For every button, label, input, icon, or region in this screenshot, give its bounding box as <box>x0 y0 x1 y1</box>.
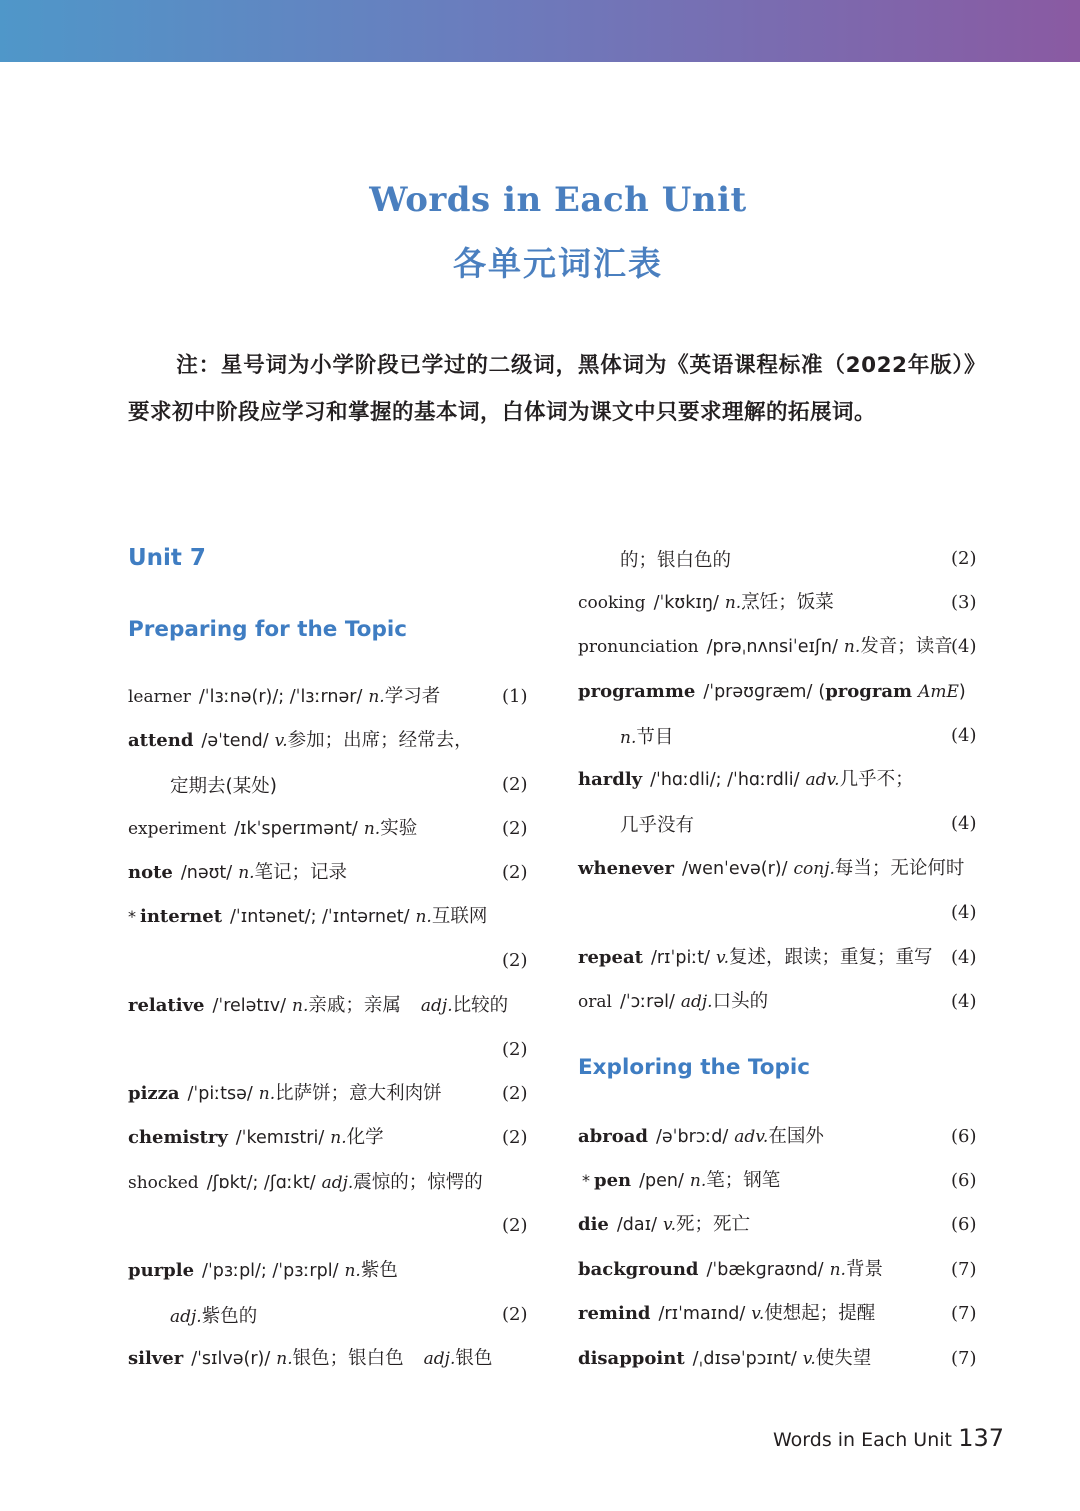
entry-page-ref: (2) <box>502 1304 528 1325</box>
entry-definition: 背景 <box>845 1259 883 1280</box>
entry-pos: adj. <box>321 1173 354 1193</box>
entry-phonetic: /ˈkemɪstri/ <box>235 1128 325 1148</box>
entry-phonetic: /ɪkˈsperɪmənt/ <box>234 819 358 839</box>
entry-word: pizza <box>128 1083 180 1104</box>
entry-page-ref: (3) <box>951 592 977 613</box>
entry-die <box>578 1212 750 1237</box>
entry-pos: n. <box>829 1260 846 1280</box>
entry-word: repeat <box>578 947 643 968</box>
entry-word: relative <box>128 995 205 1016</box>
entry-page-ref: (2) <box>502 862 528 883</box>
unit-heading: Unit 7 <box>128 545 206 571</box>
entry-definition: 发音；读音 <box>860 636 953 657</box>
section-heading-exploring: Exploring the Topic <box>578 1055 810 1080</box>
entry-phonetic: /ˈrelətɪv/ <box>212 996 287 1016</box>
entry-word: whenever <box>578 858 674 879</box>
entry-word: shocked <box>128 1173 199 1193</box>
entry-definition: 每当；无论何时 <box>834 858 965 879</box>
entry-page-ref: (2) <box>502 774 528 795</box>
entry-phonetic: /daɪ/ <box>616 1215 658 1235</box>
entry-word: note <box>128 862 173 883</box>
entry-word: purple <box>128 1260 195 1281</box>
entry-phonetic: /ʃɒkt/; /ʃɑːkt/ <box>206 1173 316 1193</box>
page-title-english: Words in Each Unit <box>369 180 747 220</box>
entry-definition: 震惊的；惊愕的 <box>353 1172 483 1193</box>
entry-word: attend <box>128 730 194 751</box>
entry-purple <box>128 1258 398 1283</box>
entry-pos: conj. <box>793 859 835 879</box>
entry-phonetic: /əˈtend/ <box>201 731 269 751</box>
entry-pos-2: adj. <box>423 1349 456 1369</box>
entry-pos: v. <box>751 1304 765 1324</box>
entry-phonetic: /ˈkʊkɪŋ/ <box>653 593 719 613</box>
entry-pos: n. <box>363 819 381 839</box>
entry-pos: n. <box>724 593 742 613</box>
entry-pos: n. <box>330 1128 347 1148</box>
entry-definition: 化学 <box>346 1127 384 1148</box>
entry-page-ref: (1) <box>502 686 528 707</box>
entry-pos: n. <box>276 1349 293 1369</box>
entry-pos: v. <box>274 731 288 751</box>
note-paragraph <box>128 342 986 436</box>
entry-programme: programme /ˈprəʊɡræm/ (program AmE) <box>578 681 966 702</box>
entry-pos: n. <box>258 1084 276 1104</box>
entry-word: internet <box>140 906 223 927</box>
entry-definition: 几乎不； <box>839 769 914 790</box>
entry-pos: n. <box>368 687 385 707</box>
entry-page-ref: (7) <box>951 1259 977 1280</box>
entry-phonetic: /pen/ <box>639 1171 684 1191</box>
entry-pos: v. <box>802 1349 816 1369</box>
entry-page-ref: (4) <box>951 991 977 1012</box>
entry-word: remind <box>578 1303 651 1324</box>
entry-page-ref: (4) <box>951 813 977 834</box>
entry-word: learner <box>128 687 191 707</box>
entry-disappoint <box>578 1346 871 1371</box>
entry-continuation: n.节目 <box>620 727 674 748</box>
entry-page-ref: (6) <box>951 1214 977 1235</box>
entry-definition: 学习者 <box>384 686 441 707</box>
page-number: 137 <box>958 1424 1004 1452</box>
entry-pos: n. <box>344 1261 361 1281</box>
entry-phonetic: /ˈpɜːpl/; /ˈpɜːrpl/ <box>202 1261 339 1281</box>
entry-relative <box>128 993 508 1018</box>
entry-continuation: 的；银白色的 <box>620 550 732 571</box>
entry-definition: 参加；出席；经常去， <box>287 730 473 751</box>
entry-phonetic: /ˈprəʊɡræm/ <box>703 682 813 702</box>
entry-pos: n. <box>238 863 255 883</box>
entry-page-ref: (6) <box>951 1126 977 1147</box>
entry-word: background <box>578 1259 699 1280</box>
entry-page-ref: (2) <box>502 950 528 971</box>
entry-abroad <box>578 1124 824 1149</box>
entry-page-ref: (6) <box>951 1170 977 1191</box>
entry-pos: n. <box>292 996 309 1016</box>
entry-alt-word: program <box>825 681 913 702</box>
entry-word: die <box>578 1214 609 1235</box>
entry-attend <box>128 728 473 753</box>
note-text: 注：星号词为小学阶段已学过的二级词，黑体词为《英语课程标准（2022年版）》要求初中阶段应学习和掌握的基本词，白体词为课文中只要求理解的拓展词。 <box>128 353 986 425</box>
entry-shocked <box>128 1170 483 1195</box>
entry-remind <box>578 1301 875 1326</box>
entry-page-ref: (4) <box>951 636 977 657</box>
entry-pos: v. <box>663 1215 677 1235</box>
entry-experiment <box>128 816 417 841</box>
entry-pos: n. <box>689 1171 707 1191</box>
entry-page-ref: (7) <box>951 1303 977 1324</box>
entry-phonetic: /ˈsɪlvə(r)/ <box>191 1349 271 1369</box>
entry-word: chemistry <box>128 1127 228 1148</box>
entry-page-ref: (2) <box>502 1127 528 1148</box>
entry-phonetic: /ˈpiːtsə/ <box>187 1084 253 1104</box>
star-marker-icon: * <box>582 1171 590 1190</box>
entry-phonetic: /ˈlɜːnə(r)/; /ˈlɜːrnər/ <box>198 687 363 707</box>
entry-whenever <box>578 856 964 881</box>
entry-pronunciation <box>578 634 953 659</box>
entry-definition: 实验 <box>380 818 418 839</box>
entry-word: cooking <box>578 593 646 613</box>
entry-oral <box>578 989 768 1014</box>
entry-phonetic: /ˈɔːrəl/ <box>619 992 675 1012</box>
entry-pizza <box>128 1081 442 1106</box>
entry-phonetic: /wenˈevə(r)/ <box>681 859 788 879</box>
entry-continuation: adj.紫色的 <box>170 1306 258 1327</box>
entry-word: abroad <box>578 1126 648 1147</box>
entry-phonetic: /əˈbrɔːd/ <box>656 1127 729 1147</box>
entry-page-ref: (2) <box>951 548 977 569</box>
entry-pos: adj. <box>680 992 713 1012</box>
entry-chemistry <box>128 1125 384 1150</box>
entry-background <box>578 1257 883 1282</box>
section-heading-preparing: Preparing for the Topic <box>128 617 407 642</box>
entry-definition: 笔记；记录 <box>254 862 348 883</box>
entry-definition-2: 银色 <box>455 1348 493 1369</box>
entry-phonetic: /nəʊt/ <box>180 863 233 883</box>
star-marker-icon: * <box>128 907 136 926</box>
entry-page-ref: (4) <box>951 947 977 968</box>
entry-alt-tag: AmE <box>918 682 959 702</box>
entry-continuation: 定期去(某处) <box>170 776 277 797</box>
entry-pos-2: adj. <box>420 996 453 1016</box>
entry-cooking <box>578 590 834 615</box>
entry-silver <box>128 1346 492 1371</box>
entry-definition: 使想起；提醒 <box>764 1303 876 1324</box>
entry-definition: 笔；钢笔 <box>706 1170 781 1191</box>
entry-word: pronunciation <box>578 637 699 657</box>
entry-word: disappoint <box>578 1348 685 1369</box>
entry-definition: 死；死亡 <box>676 1214 751 1235</box>
entry-word: pen <box>594 1170 632 1191</box>
entry-phonetic: /prəˌnʌnsiˈeɪʃn/ <box>706 637 838 657</box>
entry-phonetic: /ˈɪntənet/; /ˈɪntərnet/ <box>230 907 410 927</box>
entry-definition: 烹饪；饭菜 <box>741 592 834 613</box>
entry-repeat <box>578 945 933 970</box>
entry-pen <box>582 1168 780 1193</box>
entry-phonetic: /rɪˈmaɪnd/ <box>658 1304 746 1324</box>
footer-label: Words in Each Unit <box>773 1429 952 1451</box>
entry-definition-2: 比较的 <box>452 995 509 1016</box>
entry-page-ref: (4) <box>951 902 977 923</box>
entry-definition: 亲戚；亲属 <box>308 995 401 1016</box>
entry-definition: 银色；银白色 <box>292 1348 404 1369</box>
entry-page-ref: (4) <box>951 725 977 746</box>
entry-definition: 互联网 <box>431 906 488 927</box>
entry-page-ref: (2) <box>502 1083 528 1104</box>
entry-internet <box>128 904 487 929</box>
entry-definition: 复述，跟读；重复；重写 <box>728 947 933 968</box>
entry-definition: 在国外 <box>768 1126 824 1147</box>
entry-phonetic: /ˌdɪsəˈpɔɪnt/ <box>692 1349 797 1369</box>
entry-definition: 口头的 <box>712 991 769 1012</box>
entry-page-ref: (2) <box>502 1215 528 1236</box>
entry-page-ref: (2) <box>502 1039 528 1060</box>
top-color-band <box>0 0 1080 62</box>
entry-pos: adv. <box>734 1127 769 1147</box>
entry-page-ref: (2) <box>502 818 528 839</box>
entry-definition: 使失望 <box>815 1348 872 1369</box>
entry-pos: n. <box>415 907 432 927</box>
entry-page-ref: (7) <box>951 1348 977 1369</box>
entry-word: hardly <box>578 769 643 790</box>
entry-pos: v. <box>715 948 729 968</box>
entry-learner <box>128 684 440 709</box>
page-title-chinese: 各单元词汇表 <box>453 244 663 283</box>
entry-word: programme <box>578 681 696 702</box>
entry-word: silver <box>128 1348 184 1369</box>
entry-pos: n. <box>843 637 861 657</box>
entry-hardly <box>578 767 914 792</box>
entry-definition: 紫色 <box>360 1260 398 1281</box>
entry-continuation: 几乎没有 <box>620 815 695 836</box>
entry-phonetic: /ˈhɑːdli/; /ˈhɑːrdli/ <box>650 770 800 790</box>
entry-note <box>128 860 347 885</box>
entry-definition: 比萨饼；意大利肉饼 <box>275 1083 442 1104</box>
entry-word: experiment <box>128 819 227 839</box>
entry-pos: adv. <box>805 770 840 790</box>
entry-word: oral <box>578 992 612 1012</box>
entry-phonetic: /rɪˈpiːt/ <box>650 948 710 968</box>
entry-phonetic: /ˈbækɡraʊnd/ <box>706 1260 824 1280</box>
